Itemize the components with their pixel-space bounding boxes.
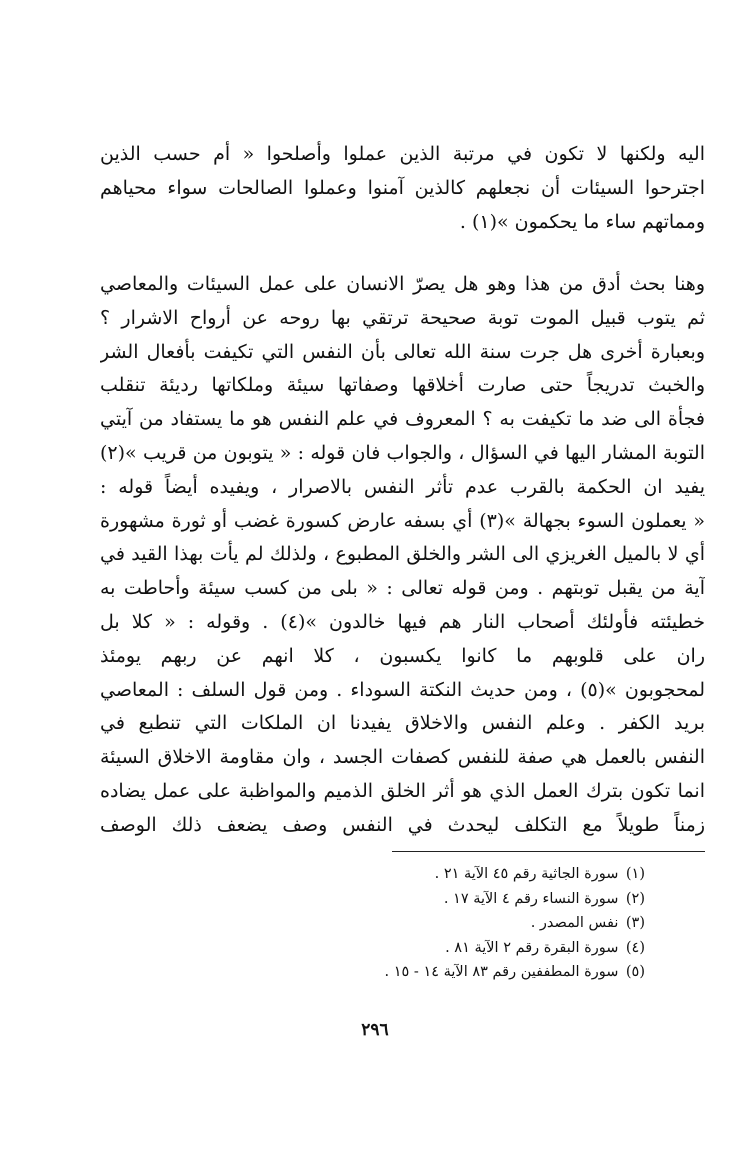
text-line: آية من يقبل توبتهم . ومن قوله تعالى : « بلى من كسب سيئة وأحاطت به [100, 577, 705, 600]
text-line: وبعبارة أخرى هل جرت سنة الله تعالى بأن النفس التي تكيفت بأفعال الشر [100, 340, 705, 363]
text-line: خطيئته فأولئك أصحاب النار هم فيها خالدون »(٤) . وقوله : « كلا بل [100, 610, 705, 633]
footnote-text: سورة البقرة رقم ٢ الآية ٨١ . [445, 939, 619, 956]
text-line: ومماتهم ساء ما يحكمون »(١) . [459, 210, 705, 233]
footnote [380, 887, 645, 912]
text-line: اليه ولكنها لا تكون في مرتبة الذين عملوا وأصلحوا « أم حسب الذين [100, 143, 705, 165]
paragraph-1 [100, 138, 705, 239]
footnote [380, 911, 645, 936]
footnote [380, 936, 645, 961]
text-line: وهنا بحث أدق من هذا وهو هل يصرّ الانسان على عمل السيئات والمعاصي [100, 273, 705, 295]
footnote-text: سورة الجاثية رقم ٤٥ الآية ٢١ . [434, 866, 619, 882]
text-line: زمناً طويلاً مع التكلف ليحدث في النفس وصف يضعف ذلك الوصف [100, 813, 705, 836]
footnote [380, 862, 645, 887]
footnote-number: (٤) [625, 939, 645, 956]
text-line: التوبة المشار اليها في السؤال ، والجواب فان قوله : « يتوبون من قريب »(٢) [100, 441, 705, 464]
text-line: بريد الكفر . وعلم النفس والاخلاق يفيدنا ان الملكات التي تنطبع في [100, 712, 705, 735]
text-line: والخبث تدريجاً حتى صارت أخلاقها وصفاتها سيئة وملكاتها رديئة تنقلب [100, 374, 705, 397]
page-number: ٢٩٦ [361, 1020, 389, 1040]
footnote [380, 960, 645, 985]
text-line: ران على قلوبهم ما كانوا يكسبون ، كلا انهم عن ربهم يومئذ [100, 644, 705, 667]
text-line: يفيد ان الحكمة بالقرب عدم تأثر النفس بالاصرار ، ويفيده أيضاً قوله : [100, 475, 705, 498]
footnote-text: سورة النساء رقم ٤ الآية ١٧ . [443, 890, 619, 907]
footnote-number: (٥) [625, 964, 645, 981]
text-line: فجأة الى ضد ما تكيفت به ؟ المعروف في علم النفس هو ما يستفاد من آيتي [100, 408, 705, 431]
text-line: النفس بالعمل هي صفة للنفس كصفات الجسد ، وان مقاومة الاخلاق السيئة [100, 746, 705, 769]
footnote-number: (٣) [625, 915, 645, 932]
text-line: اجترحوا السيئات أن نجعلهم كالذين آمنوا وعملوا الصالحات سواء محياهم [100, 176, 705, 199]
text-line: انما تكون بترك العمل الذي هو أثر الخلق الذميم والمواظبة على عمل يضاده [100, 779, 705, 802]
text-line: أي لا بالميل الغريزي الى الشر والخلق المطبوع ، ولذلك لم يأت بهذا القيد في [100, 543, 705, 566]
text-line: لمحجوبون »(٥) ، ومن حديث النكتة السوداء . ومن قول السلف : المعاصي [100, 678, 705, 701]
footnotes [380, 862, 645, 985]
footnote-text: نفس المصدر . [530, 915, 619, 932]
paragraph-2 [100, 268, 705, 843]
footnote-number: (٢) [625, 890, 645, 907]
footnote-separator [392, 851, 705, 852]
footnote-number: (١) [625, 866, 645, 882]
footnote-text: سورة المطففين رقم ٨٣ الآية ١٤ - ١٥ . [384, 964, 619, 981]
text-line: ثم يتوب قبيل الموت توبة صحيحة ترتقي بها روحه عن أرواح الاشرار ؟ [100, 306, 705, 329]
text-line: « يعملون السوء بجهالة »(٣) أي بسفه عارض كسورة غضب أو ثورة مشهورة [100, 509, 705, 532]
